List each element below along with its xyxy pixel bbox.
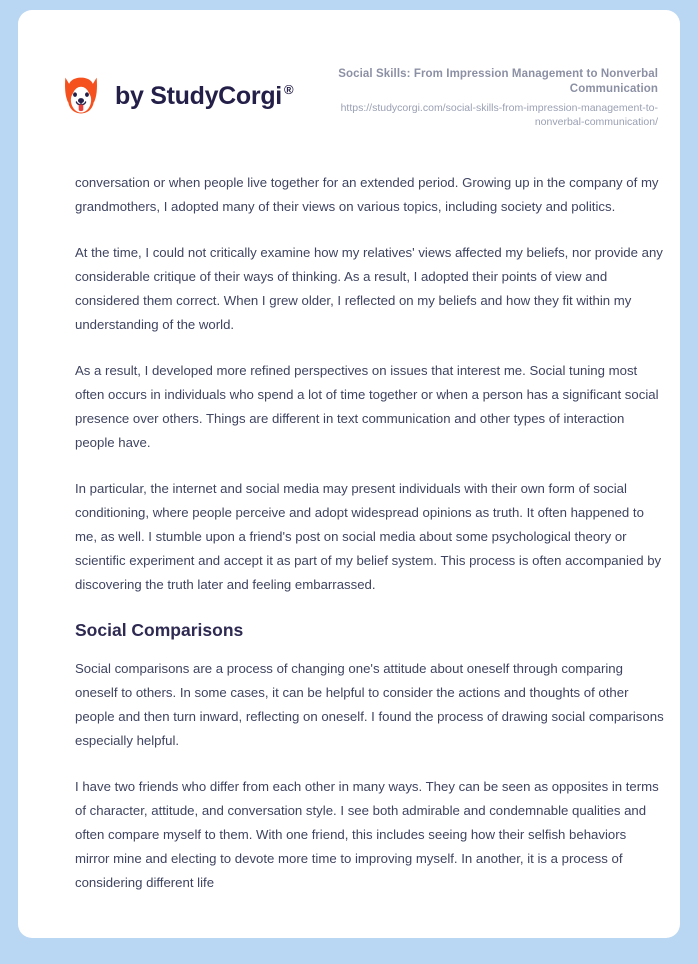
document-header: [18, 10, 680, 130]
section-heading: Social Comparisons: [75, 620, 244, 641]
document-body: [18, 171, 680, 895]
document-page-card: [18, 10, 680, 938]
body-paragraph: conversation or when people live together for an extended period. Growing up in the company of my grandmothers, I adopted many of their views on various topics, including society and politics.: [75, 175, 659, 215]
brand-wordmark-text: by StudyCorgi: [115, 81, 282, 110]
studycorgi-brand[interactable]: [58, 65, 293, 119]
body-paragraph: As a result, I developed more refined perspectives on issues that interest me. Social tuning most often occurs in individuals who spend a lot of time together or when a person has a significant social presence over others. Things are different in text communication and other types of interaction people have.: [75, 363, 659, 451]
body-paragraph: At the time, I could not critically examine how my relatives' views affected my beliefs, nor provide any considerable critique of their ways of thinking. As a result, I adopted their points of view and considered them correct. When I grew older, I reflected on my beliefs and how they fit within my understanding of the world.: [75, 245, 663, 333]
source-url[interactable]: https://studycorgi.com/social-skills-from-impression-management-to-nonverbal-communication/: [340, 102, 658, 129]
body-paragraph: I have two friends who differ from each other in many ways. They can be seen as opposites in terms of character, attitude, and conversation style. I see both admirable and condemnable qualities and often compare myself to them. With one friend, this includes seeing how their selfish behaviors mirror mine and electing to devote more time to improving myself. In another, it is a process of considering different life: [75, 779, 659, 891]
registered-trademark-icon: ®: [283, 82, 294, 98]
page-title: Social Skills: From Impression Management to Nonverbal Communication: [338, 68, 658, 95]
corgi-logo-icon: [58, 73, 104, 119]
body-paragraph: In particular, the internet and social media may present individuals with their own form of social conditioning, where people perceive and adopt widespread opinions as truth. It often happened to me, as well. I stumble upon a friend's post on social media about some psychological theory or scientific experiment and accept it as part of my belief system. This process is often accompanied by discovering the truth later and feeling embarrassed.: [75, 481, 662, 593]
document-meta: [312, 65, 658, 130]
brand-wordmark: [115, 82, 293, 111]
body-paragraph: Social comparisons are a process of changing one's attitude about oneself through comparing oneself to others. In some cases, it can be helpful to consider the actions and thoughts of other people and then turn inward, reflecting on oneself. I found the process of drawing social comparisons especially helpful.: [75, 661, 664, 749]
